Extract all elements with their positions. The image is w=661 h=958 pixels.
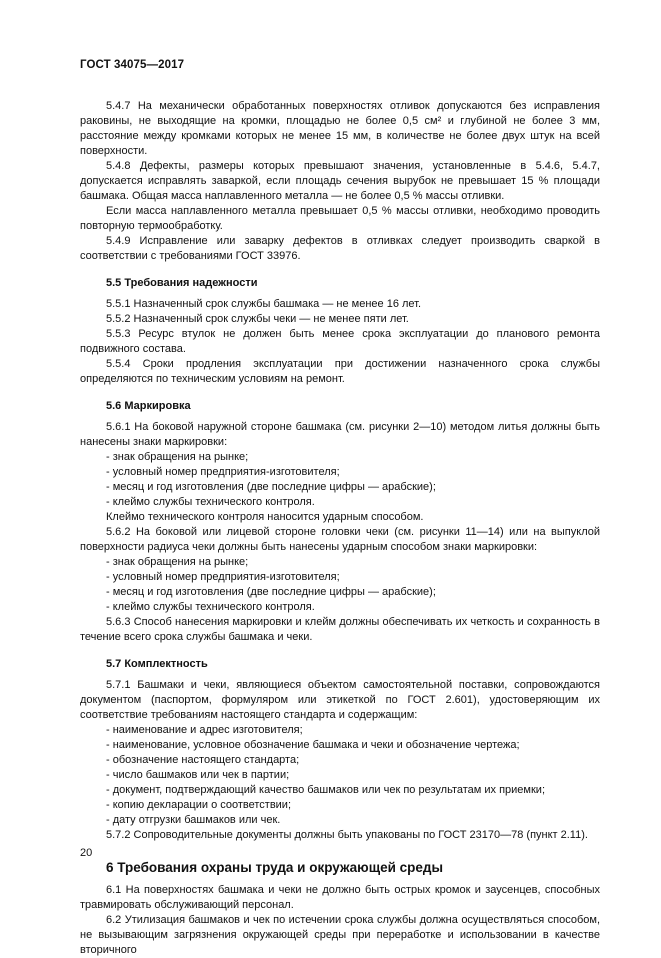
list-item: - месяц и год изготовления (две последние цифры — арабские); bbox=[106, 586, 436, 598]
paragraph: 5.6.3 Способ нанесения маркировки и клейм должны обеспечивать их четкость и сохранность в течение всего срока службы башмака и чеки. bbox=[80, 616, 600, 643]
list-item: - число башмаков или чек в партии; bbox=[106, 769, 290, 781]
list-item: - клеймо службы технического контроля. bbox=[106, 601, 315, 613]
document-header: ГОСТ 34075—2017 bbox=[80, 59, 185, 71]
paragraph: 5.5.3 Ресурс втулок не должен быть менее срока эксплуатации до планового ремонта подвижного состава. bbox=[80, 328, 600, 355]
paragraph: Если масса наплавленного металла превышает 0,5 % массы отливки, необходимо проводить повторную термообработку. bbox=[80, 205, 600, 232]
list-item: - условный номер предприятия-изготовителя; bbox=[106, 571, 340, 583]
paragraph: 5.5.1 Назначенный срок службы башмака — не менее 16 лет. bbox=[106, 298, 422, 310]
paragraph: Клеймо технического контроля наносится ударным способом. bbox=[106, 511, 424, 523]
paragraph: 5.6.2 На боковой или лицевой стороне головки чеки (см. рисунки 11—14) или на выпуклой поверхности радиуса чеки должны быть нанесены ударным способом знаки маркировки: bbox=[80, 526, 600, 553]
list-item: - копию декларации о соответствии; bbox=[106, 799, 292, 811]
paragraph: 5.5.4 Сроки продления эксплуатации при достижении назначенного срока службы определяются по техническим условиям на ремонт. bbox=[80, 358, 600, 385]
paragraph: 6.1 На поверхностях башмака и чеки не должно быть острых кромок и заусенцев, способных травмировать обслуживающий персонал. bbox=[80, 884, 600, 911]
paragraph: 5.5.2 Назначенный срок службы чеки — не менее пяти лет. bbox=[106, 313, 409, 325]
section-heading: 5.5 Требования надежности bbox=[106, 277, 258, 289]
paragraph: 5.6.1 На боковой наружной стороне башмака (см. рисунки 2—10) методом литья должны быть нанесены знаки маркировки: bbox=[80, 421, 600, 448]
paragraph: 5.7.1 Башмаки и чеки, являющиеся объектом самостоятельной поставки, сопровождаются документом (паспортом, формуляром или этикеткой по ГОСТ 2.601), удостоверяющим их соответствие требованиям настоящего стандарта и содержащим: bbox=[80, 679, 600, 721]
list-item: - месяц и год изготовления (две последние цифры — арабские); bbox=[106, 481, 436, 493]
list-item: - дату отгрузки башмаков или чек. bbox=[106, 814, 281, 826]
paragraph: 5.7.2 Сопроводительные документы должны быть упакованы по ГОСТ 23170—78 (пункт 2.11). bbox=[106, 829, 588, 841]
list-item: - наименование, условное обозначение башмака и чеки и обозначение чертежа; bbox=[106, 739, 520, 751]
paragraph: 5.4.8 Дефекты, размеры которых превышают значения, установленные в 5.4.6, 5.4.7, допускается исправлять заваркой, если площадь сечения вырубок не превышает 15 % площади башмака. Общая масса наплавленного металла — не более 0,5 % массы отливки. bbox=[80, 160, 600, 202]
section-heading: 5.6 Маркировка bbox=[106, 400, 191, 412]
page-number: 20 bbox=[80, 847, 93, 859]
document-body bbox=[80, 99, 600, 958]
list-item: - документ, подтверждающий качество башмаков или чек по результатам их приемки; bbox=[106, 784, 546, 796]
paragraph: 5.4.7 На механически обработанных поверхностях отливок допускаются без исправления раковины, не выходящие на кромки, площадью не более 0,5 см² и глубиной не более 3 мм, расстояние между кромками которых не менее 15 мм, в количестве не более двух штук на всей поверхности. bbox=[80, 100, 600, 157]
list-item: - условный номер предприятия-изготовителя; bbox=[106, 466, 340, 478]
list-item: - клеймо службы технического контроля. bbox=[106, 496, 315, 508]
chapter-heading: 6 Требования охраны труда и окружающей среды bbox=[106, 860, 444, 875]
paragraph: 6.2 Утилизация башмаков и чек по истечении срока службы должна осуществляться способом, не вызывающим загрязнения окружающей среды при переработке и использовании в качестве вторичного bbox=[80, 914, 600, 956]
list-item: - наименование и адрес изготовителя; bbox=[106, 724, 303, 736]
paragraph: 5.4.9 Исправление или заварку дефектов в отливках следует производить сваркой в соответствии с требованиями ГОСТ 33976. bbox=[80, 235, 600, 262]
section-heading: 5.7 Комплектность bbox=[106, 658, 208, 670]
list-item: - знак обращения на рынке; bbox=[106, 556, 249, 568]
list-item: - знак обращения на рынке; bbox=[106, 451, 249, 463]
list-item: - обозначение настоящего стандарта; bbox=[106, 754, 300, 766]
